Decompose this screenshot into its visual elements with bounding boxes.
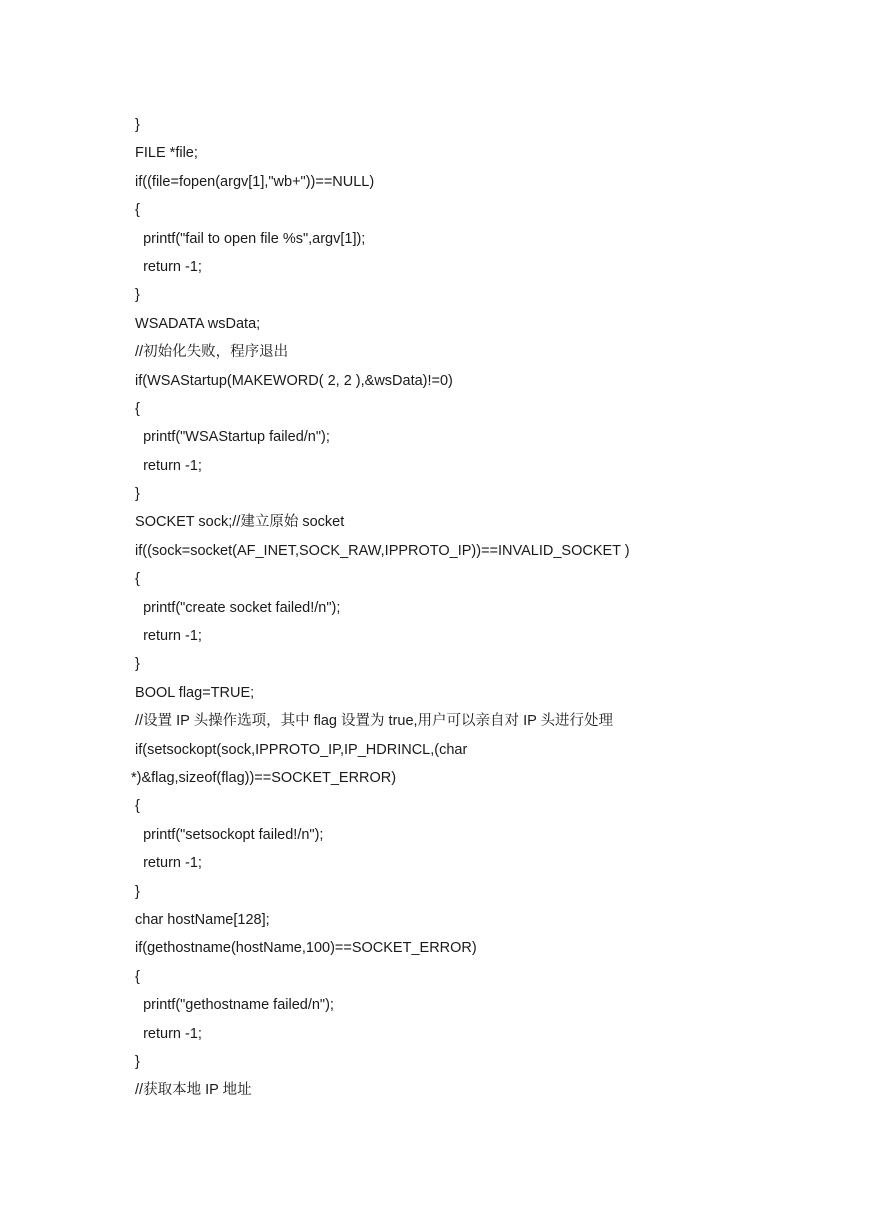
code-line: SOCKET sock;//建立原始 socket [131,514,345,531]
code-line: printf("WSAStartup failed/n"); [131,429,330,446]
code-comment-line: //获取本地 IP 地址 [131,1082,252,1099]
code-line: } [131,656,140,673]
code-line: WSADATA wsData; [131,315,261,332]
code-line: { [131,400,140,417]
code-line: { [131,571,140,588]
code-line: return -1; [131,855,202,872]
code-line: BOOL flag=TRUE; [131,684,255,701]
code-line: char hostName[128]; [131,911,270,928]
code-line: } [131,486,140,503]
code-line: return -1; [131,457,202,474]
code-line: } [131,117,140,133]
code-line: printf("fail to open file %s",argv[1]); [131,230,366,247]
code-line: if(WSAStartup(MAKEWORD( 2, 2 ),&wsData)!=0) [131,372,453,389]
code-line: return -1; [131,628,202,645]
code-line: return -1; [131,1025,202,1042]
code-line: } [131,1053,140,1070]
code-comment-line: //设置 IP 头操作选项，其中 flag 设置为 true,用户可以亲自对 IP 头进行处理 [131,713,614,730]
code-line: if((file=fopen(argv[1],"wb+"))==NULL) [131,173,375,190]
code-line: } [131,883,140,900]
code-line: if((sock=socket(AF_INET,SOCK_RAW,IPPROTO_IP))==INVALID_SOCKET ) [131,542,630,559]
code-line: { [131,968,140,985]
code-line: } [131,287,140,304]
code-line: *)&flag,sizeof(flag))==SOCKET_ERROR) [131,769,397,786]
code-line: FILE *file; [131,145,198,162]
code-line: return -1; [131,258,202,275]
code-line: if(setsockopt(sock,IPPROTO_IP,IP_HDRINCL,(char [131,741,468,758]
code-line: printf("gethostname failed/n"); [131,997,334,1014]
code-line: printf("create socket failed!/n"); [131,599,341,616]
code-listing [131,111,751,1105]
code-line: { [131,202,140,219]
code-line: if(gethostname(hostName,100)==SOCKET_ERROR) [131,940,477,957]
code-line: printf("setsockopt failed!/n"); [131,826,324,843]
code-line: { [131,798,140,815]
code-comment-line: //初始化失败，程序退出 [131,344,289,361]
